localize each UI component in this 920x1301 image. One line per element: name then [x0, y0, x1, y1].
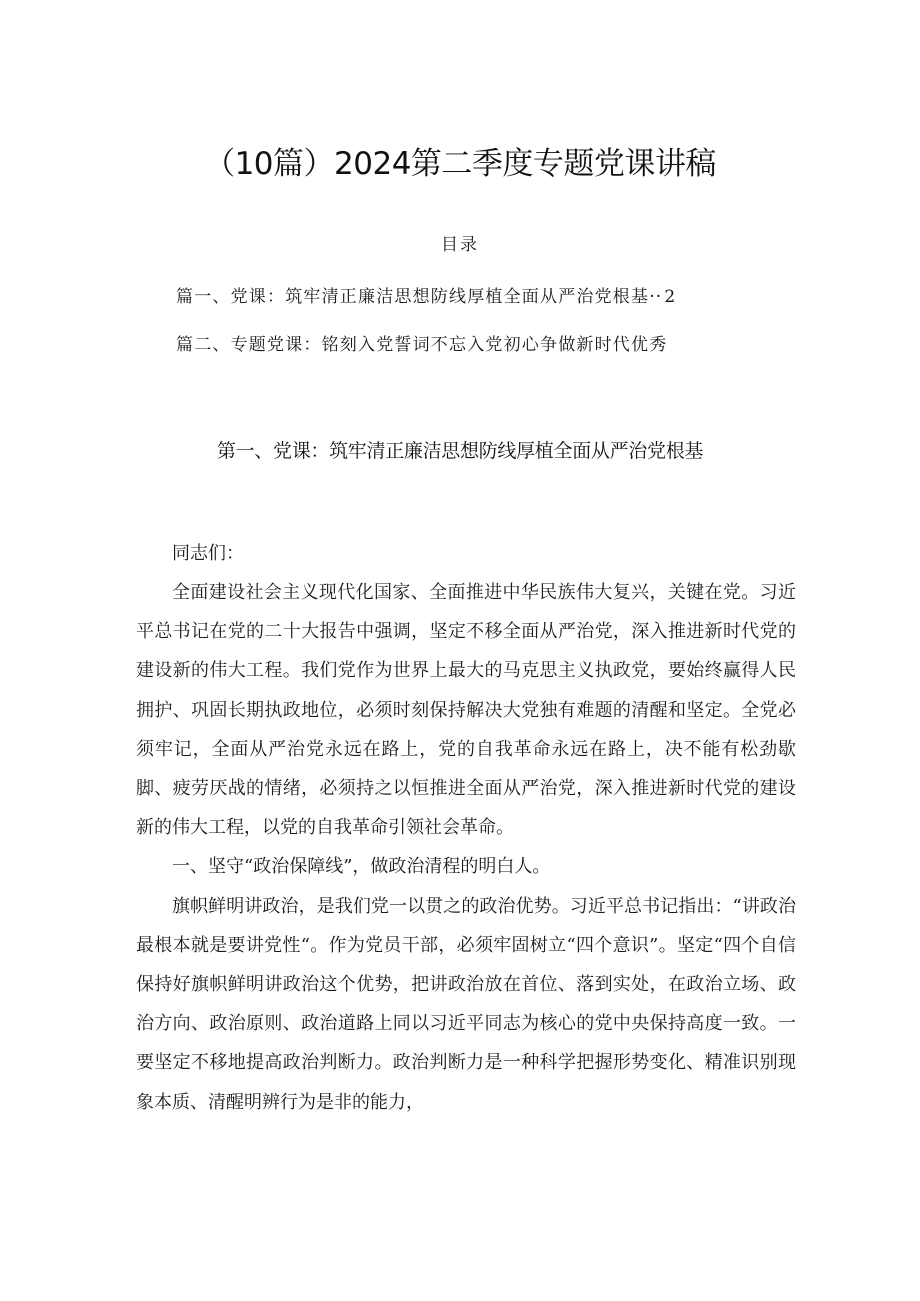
greeting: 同志们：	[172, 543, 244, 564]
toc-item-label: 篇二、专题党课：铭刻入党誓词不忘入党初心争做新时代优秀	[176, 335, 668, 355]
document-title: （10篇）2024第二季度专题党课讲稿	[204, 146, 716, 182]
toc-item-label: 篇一、党课：筑牢清正廉洁思想防线厚植全面从严治党根基··	[176, 287, 663, 307]
toc-item-page: 2	[664, 287, 677, 307]
subheading: 一、坚守“政治保障线”，做政治清程的明白人。	[172, 856, 551, 878]
body-content	[136, 573, 796, 1122]
toc-item[interactable]	[176, 330, 669, 355]
toc-heading: 目录	[441, 235, 479, 255]
paragraph: 全面建设社会主义现代化国家、全面推进中华民族伟大复兴，关键在党。习近平总书记在党的二十大报告中强调，坚定不移全面从严治党，深入推进新时代党的建设新的伟大工程。我们党作为世界上最大的马克思主义执政党，要始终赢得人民拥护、巩固长期执政地位，必须时刻保持解决大党独有难题的清醒和坚定。全党必须牢记，全面从严治党永远在路上，党的自我革命永远在路上，决不能有松劲歇脚、疲劳厌战的情绪，必须持之以恒推进全面从严治党，深入推进新时代党的建设新的伟大工程，以党的自我革命引领社会革命。	[136, 582, 796, 839]
paragraph: 旗帜鲜明讲政治，是我们党一以贯之的政治优势。习近平总书记指出：“讲政治最根本就是要讲党性“。作为党员干部，必须牢固树立“四个意识”。坚定“四个自信保持好旗帜鲜明讲政治这个优势，把讲政治放在首位、落到实处，在政治立场、政治方向、政治原则、政治道路上同以习近平同志为核心的党中央保持高度一致。一要坚定不移地提高政治判断力。政治判断力是一种科学把握形势变化、精准识别现象本质、清醒明辨行为是非的能力，	[136, 895, 796, 1113]
toc-item[interactable]	[176, 282, 676, 307]
greeting-block	[136, 534, 796, 573]
section-title: 第一、党课：筑牢清正廉洁思想防线厚植全面从严治党根基	[216, 440, 704, 462]
